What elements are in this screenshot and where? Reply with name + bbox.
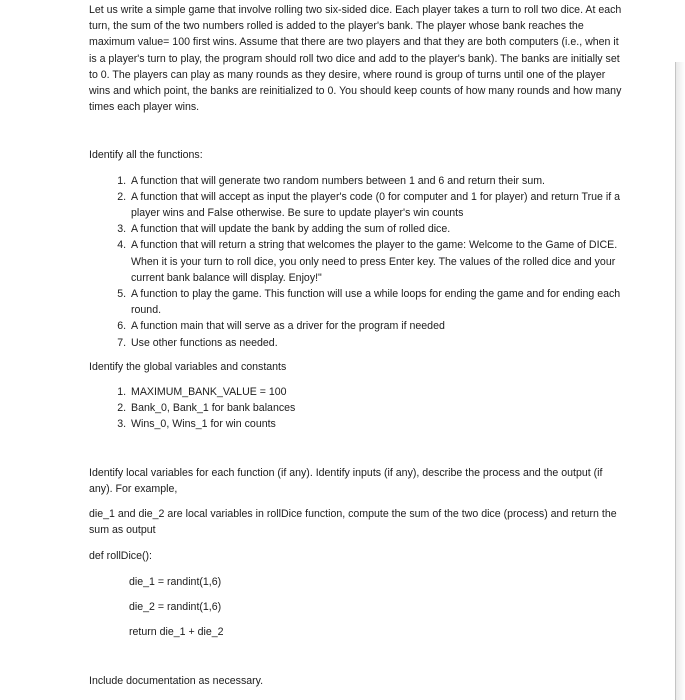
example-paragraph: die_1 and die_2 are local variables in rollDice function, compute the sum of the two dice (process) and return the sum as output xyxy=(89,508,617,537)
functions-list xyxy=(89,173,627,351)
list-item: 4. A function that will return a string that welcomes the player to the game: Welcome to the Game of DICE. When it is your turn to roll dice, you only need to press Enter key. The values of the rolled dice and your current bank balance will display. Enjoy!" xyxy=(129,237,627,286)
list-item: 1. MAXIMUM_BANK_VALUE = 100 xyxy=(129,384,627,400)
list-item: 5. A function to play the game. This function will use a while loops for ending the game and for ending each round. xyxy=(129,286,627,318)
def-line: def rollDice(): xyxy=(89,550,152,563)
list-item: 3. A function that will update the bank by adding the sum of rolled dice. xyxy=(129,221,627,237)
list-item: 3. Wins_0, Wins_1 for win counts xyxy=(129,416,627,432)
footer-note: Include documentation as necessary. xyxy=(89,675,264,688)
list-item: 6. A function main that will serve as a driver for the program if needed xyxy=(129,318,627,334)
intro-paragraph: Let us write a simple game that involve rolling two six-sided dice. Each player takes a turn to roll two dice. At each turn, the sum of the two numbers rolled is added to the player's bank. The player whose bank reaches the maximum value= 100 first wins. Assume that there are two players and that they are both computers (i.e., when it is a player's turn to play, the program should roll two dice and add to the player's bank). The banks are initially set to 0. The players can play as many rounds as they desire, where round is group of turns until one of the player wins and which point, the banks are reinitialized to 0. You should keep counts of how many rounds and how many times each player wins. xyxy=(89,4,622,114)
list-item: 7. Use other functions as needed. xyxy=(129,335,627,351)
code-line: return die_1 + die_2 xyxy=(129,626,224,639)
locals-heading: Identify local variables for each function (if any). Identify inputs (if any), describe the process and the output (if any). For example, xyxy=(89,466,603,495)
document-body xyxy=(89,0,627,690)
code-line: die_1 = randint(1,6) xyxy=(129,575,222,588)
functions-heading: Identify all the functions: xyxy=(89,149,203,162)
page-edge-shadow xyxy=(676,62,685,700)
list-item: 1. A function that will generate two random numbers between 1 and 6 and return their sum. xyxy=(129,173,627,189)
list-item: 2. Bank_0, Bank_1 for bank balances xyxy=(129,400,627,416)
globals-heading: Identify the global variables and constants xyxy=(89,360,287,373)
globals-list xyxy=(89,384,627,433)
code-line: die_2 = randint(1,6) xyxy=(129,600,222,613)
list-item: 2. A function that will accept as input the player's code (0 for computer and 1 for player) and return True if a player wins and False otherwise. Be sure to update player's win counts xyxy=(129,189,627,221)
